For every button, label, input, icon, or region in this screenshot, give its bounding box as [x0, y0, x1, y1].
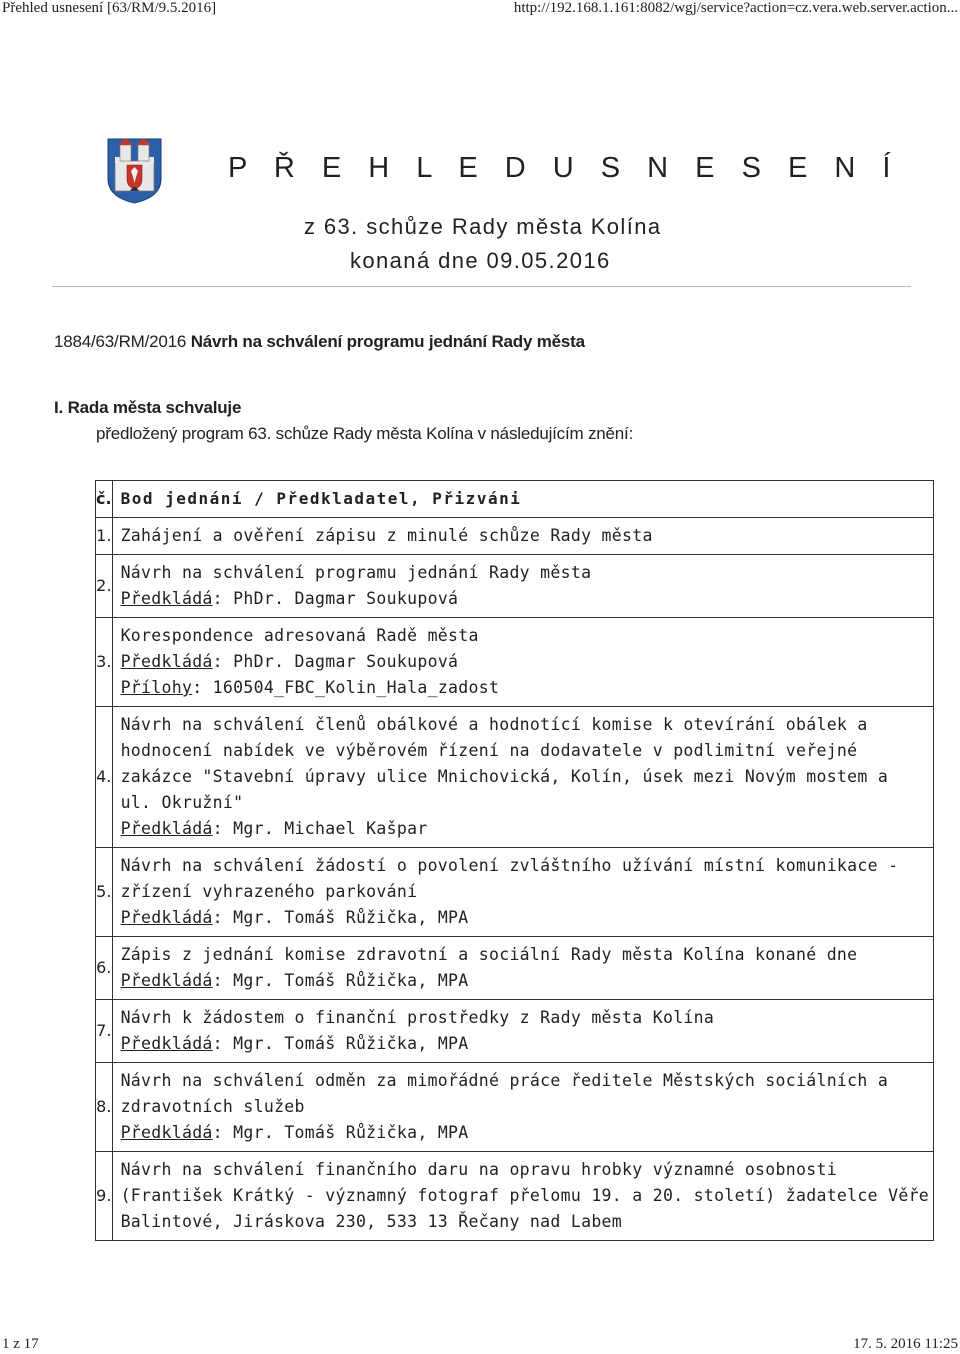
print-datetime: 17. 5. 2016 11:25: [853, 1336, 958, 1352]
program-item-text: zakázce "Stavební úpravy ulice Mnichovická, Kolín, úsek mezi Novým mostem a: [120, 767, 889, 786]
page-title: P Ř E H L E D U S N E S E N Í: [228, 152, 900, 184]
presenter-line: Předkládá: Mgr. Tomáš Růžička, MPA: [120, 908, 469, 927]
program-row-content: [112, 937, 933, 1000]
program-row: [96, 1000, 934, 1063]
program-item-text: Návrh na schválení členů obálkové a hodnotící komise k otevírání obálek a: [120, 715, 868, 734]
presenter-name: Mgr. Tomáš Růžička, MPA: [233, 1034, 469, 1053]
resolution-section: I. Rada města schvaluje: [54, 398, 242, 417]
program-item-text: Zápis z jednání komise zdravotní a sociální Rady města Kolína konané dne: [120, 945, 858, 964]
divider: [52, 286, 911, 287]
program-item-text: Balintové, Jiráskova 230, 533 13 Řečany nad Labem: [120, 1212, 623, 1231]
presenter-line: Předkládá: Mgr. Tomáš Růžička, MPA: [120, 1034, 469, 1053]
program-row: [96, 707, 934, 848]
program-row-number: 7.: [96, 1000, 113, 1063]
program-row-content: [112, 1000, 933, 1063]
column-number-header: č.: [96, 481, 113, 518]
program-item-text: Korespondence adresovaná Radě města: [120, 626, 479, 645]
print-page-title: Přehled usnesení [63/RM/9.5.2016]: [2, 0, 217, 16]
program-item-text: Zahájení a ověření zápisu z minulé schůze Rady města: [120, 526, 653, 545]
program-row: [96, 1152, 934, 1241]
program-row: [96, 618, 934, 707]
presenter-label[interactable]: Předkládá: [120, 971, 213, 990]
presenter-line: Předkládá: PhDr. Dagmar Soukupová: [120, 652, 459, 671]
program-header-row: [96, 481, 934, 518]
print-url: http://192.168.1.161:8082/wgj/service?action=cz.vera.web.server.action...: [513, 0, 958, 16]
presenter-line: Předkládá: Mgr. Tomáš Růžička, MPA: [120, 1123, 469, 1142]
presenter-line: Předkládá: PhDr. Dagmar Soukupová: [120, 589, 459, 608]
attachment-name: 160504_FBC_Kolin_Hala_zadost: [212, 678, 500, 697]
page-counter: 1 z 17: [2, 1336, 39, 1352]
print-header: [0, 0, 960, 20]
program-item-text: Návrh na schválení žádostí o povolení zvláštního užívání místní komunikace -: [120, 856, 899, 875]
program-row: [96, 1063, 934, 1152]
presenter-name: Mgr. Tomáš Růžička, MPA: [233, 908, 469, 927]
program-row-number: 3.: [96, 618, 113, 707]
program-item-text: zřízení vyhrazeného parkování: [120, 882, 418, 901]
presenter-label[interactable]: Předkládá: [120, 1034, 213, 1053]
presenter-label[interactable]: Předkládá: [120, 1123, 213, 1142]
resolution-heading: [54, 332, 585, 352]
attachments-line: Přílohy: 160504_FBC_Kolin_Hala_zadost: [120, 678, 500, 697]
program-row: [96, 848, 934, 937]
program-row-number: 1.: [96, 518, 113, 555]
program-row: [96, 518, 934, 555]
program-row-number: 4.: [96, 707, 113, 848]
presenter-name: Mgr. Michael Kašpar: [233, 819, 428, 838]
resolution-number: 1884/63/RM/2016: [54, 332, 187, 351]
program-row-number: 6.: [96, 937, 113, 1000]
program-item-text: hodnocení nabídek ve výběrovém řízení na dodavatele v podlimitní veřejné: [120, 741, 858, 760]
program-item-text: Návrh na schválení finančního daru na opravu hrobky významné osobnosti: [120, 1160, 837, 1179]
program-row-number: 9.: [96, 1152, 113, 1241]
presenter-line: Předkládá: Mgr. Tomáš Růžička, MPA: [120, 971, 469, 990]
presenter-name: PhDr. Dagmar Soukupová: [233, 589, 459, 608]
program-row-content: [112, 1063, 933, 1152]
program-body: [96, 518, 934, 1241]
presenter-label[interactable]: Předkládá: [120, 589, 213, 608]
program-row-number: 5.: [96, 848, 113, 937]
program-row-number: 8.: [96, 1063, 113, 1152]
program-item-text: Návrh na schválení programu jednání Rady města: [120, 563, 592, 582]
program-row-content: [112, 1152, 933, 1241]
kolin-coat-of-arms-icon: [106, 137, 163, 205]
presenter-name: Mgr. Tomáš Růžička, MPA: [233, 971, 469, 990]
program-table: [95, 480, 934, 1241]
presenter-label[interactable]: Předkládá: [120, 908, 213, 927]
program-row-number: 2.: [96, 555, 113, 618]
meeting-subtitle: z 63. schůze Rady města Kolína: [304, 214, 662, 239]
program-item-text: zdravotních služeb: [120, 1097, 305, 1116]
meeting-date: konaná dne 09.05.2016: [350, 248, 611, 273]
program-row-content: [112, 555, 933, 618]
program-row-content: [112, 518, 933, 555]
presenter-line: Předkládá: Mgr. Michael Kašpar: [120, 819, 428, 838]
presenter-label[interactable]: Předkládá: [120, 819, 213, 838]
program-item-text: ul. Okružní": [120, 793, 244, 812]
program-row-content: [112, 848, 933, 937]
program-item-text: (František Krátký - významný fotograf přelomu 19. a 20. století) žadatelce Věře: [120, 1186, 930, 1205]
column-item-header: Bod jednání / Předkladatel, Přizváni: [112, 481, 933, 518]
presenter-name: PhDr. Dagmar Soukupová: [233, 652, 459, 671]
program-row: [96, 937, 934, 1000]
presenter-label[interactable]: Předkládá: [120, 652, 213, 671]
program-row-content: [112, 618, 933, 707]
program-item-text: Návrh na schválení odměn za mimořádné práce ředitele Městských sociálních a: [120, 1071, 889, 1090]
program-item-text: Návrh k žádostem o finanční prostředky z Rady města Kolína: [120, 1008, 715, 1027]
program-row: [96, 555, 934, 618]
resolution-text: předložený program 63. schůze Rady města Kolína v následujícím znění:: [96, 424, 634, 443]
resolution-title: Návrh na schválení programu jednání Rady města: [190, 332, 585, 351]
presenter-name: Mgr. Tomáš Růžička, MPA: [233, 1123, 469, 1142]
program-row-content: [112, 707, 933, 848]
attachments-label[interactable]: Přílohy: [120, 678, 193, 697]
